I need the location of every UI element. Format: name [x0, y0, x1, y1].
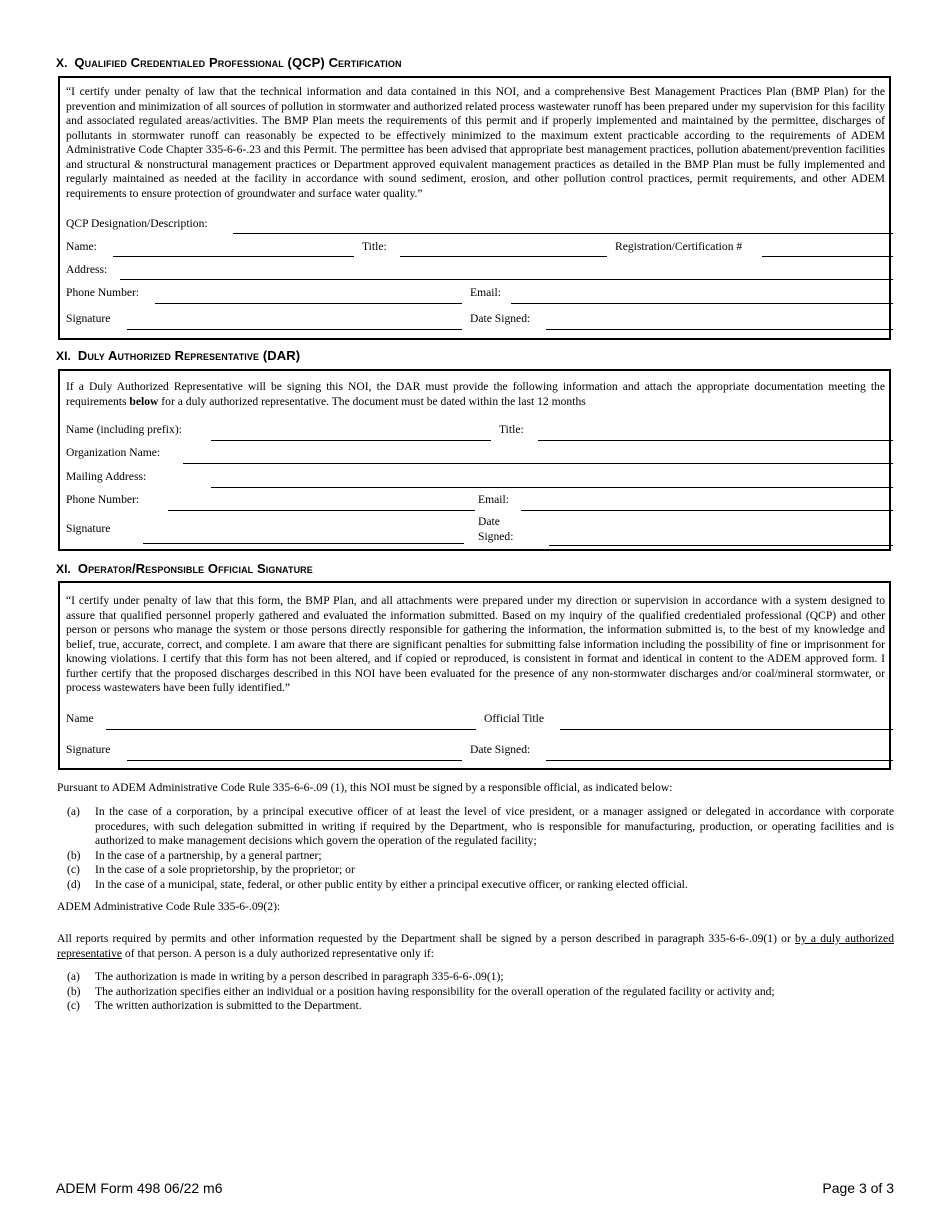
qcp-name-label: Name: [66, 240, 97, 253]
section-dar-number: XI. [56, 349, 71, 363]
section-dar-title: Duly Authorized Representative (DAR) [77, 348, 301, 363]
operator-signature-label: Signature [66, 743, 111, 756]
qcp-signature-label: Signature [66, 312, 111, 325]
dar-title-field[interactable] [538, 440, 893, 441]
dar-name-field[interactable] [211, 440, 491, 441]
reports-text [57, 932, 894, 961]
list-item-text: In the case of a partnership, by a general partner; [95, 848, 322, 862]
dar-box [58, 369, 891, 551]
operator-name-label: Name [66, 712, 94, 725]
qcp-date-signed-field[interactable] [546, 329, 893, 330]
authorization-list [57, 970, 894, 1014]
reports-text-underlined: by a duly authorized representative [57, 932, 894, 960]
list-item [57, 970, 894, 985]
operator-name-field[interactable] [106, 729, 476, 730]
dar-signature-label: Signature [66, 522, 111, 535]
dar-intro-part1: If a Duly Authorized Representative will be signing this NOI, the DAR must provide the following information and attach the appropriate documentation meeting the requirements [66, 380, 885, 408]
qcp-address-field[interactable] [120, 279, 893, 280]
section-operator-title: Operator/Responsible Official Signature [77, 561, 313, 576]
footer-page-number: Page 3 of 3 [822, 1180, 894, 1196]
section-operator-number: XI. [56, 562, 71, 576]
list-item-text: The authorization is made in writing by a person described in paragraph 335-6-6-.09(1); [95, 970, 504, 983]
dar-organization-label: Organization Name: [66, 446, 161, 459]
dar-date-signed-field[interactable] [549, 545, 893, 546]
qcp-designation-label: QCP Designation/Description: [66, 217, 208, 230]
qcp-certification-text: “I certify under penalty of law that the technical information and data contained in this NOI, and a comprehensive Best Management Practices Plan (BMP Plan) for the prevention and minimization of all sources of pollution in stormwater and authorized related process wastewater runoff has been prepared under my supervision for this facility and associated regulated areas/activities. The BMP Plan meets the requirements of this permit and if properly implemented and maintained by the permittee, discharges of pollutants in stormwater runoff can reasonably be expected to be effectively minimized to the maximum extent practicable according to the requirements of ADEM Administrative Code Chapter 335-6-6-.23 and this Permit. The permittee has been advised that appropriate best management practices, pollution abatement/prevention facilities and structural & nonstructural management practices or Department approved equivalent management practices as detailed in the BMP Plan must be fully implemented and regularly maintained as needed at the facility in accordance with sound sediment, erosion, and other pollution control practices, permit requirements, and other ADEM requirements to ensure protection of groundwater and surface water quality.” [66, 85, 885, 200]
list-item [57, 863, 894, 878]
list-item [57, 999, 894, 1014]
pursuant-text: Pursuant to ADEM Administrative Code Rule 335-6-6-.09 (1), this NOI must be signed by a responsible official, as indicated below: [57, 781, 673, 794]
operator-official-title-label: Official Title [484, 712, 545, 725]
dar-title-label: Title: [499, 423, 524, 436]
qcp-name-field[interactable] [113, 256, 354, 257]
list-item [57, 849, 894, 864]
operator-certification-text: “I certify under penalty of law that this form, the BMP Plan, and all attachments were prepared under my direction or supervision in accordance with a system designed to assure that qualified personnel properly gathered and evaluated the information submitted. Based on my inquiry of the qualified credentialed professional (QCP) and other person or persons who manage the system or those persons directly responsible for gathering the information, the information submitted is, to the best of my knowledge and belief, true, accurate, correct, and complete. I am aware that there are significant penalties for submitting false information including the possibility of fine or imprisonment for knowing violations. I certify that this form has not been altered, and if copied or reproduced, is consistent in format and identical in content to the ADEM approved form. I further certify that the proposed discharges described in this NOI have been evaluated for the presence of any non-stormwater discharges and/or coal/mineral stormwater, or process wastewaters have been fully identified.” [66, 594, 885, 694]
section-operator-heading [56, 561, 313, 576]
qcp-registration-field[interactable] [762, 256, 893, 257]
section-x-title: Qualified Credentialed Professional (QCP) Certification [74, 55, 402, 70]
dar-phone-field[interactable] [168, 510, 475, 511]
footer-form-id: ADEM Form 498 06/22 m6 [56, 1180, 223, 1196]
qcp-phone-label: Phone Number: [66, 286, 140, 299]
list-marker: (c) [67, 863, 80, 876]
qcp-phone-field[interactable] [155, 303, 462, 304]
dar-date-label-line2: Signed: [478, 530, 514, 543]
list-item [57, 985, 894, 1000]
section-x-heading [56, 55, 402, 70]
list-item [57, 805, 894, 849]
section-x-number: X. [56, 56, 68, 70]
dar-email-field[interactable] [521, 510, 893, 511]
dar-intro-part2: for a duly authorized representative. The document must be dated within the last 12 months [158, 394, 586, 408]
operator-official-title-field[interactable] [560, 729, 893, 730]
list-item-text: The written authorization is submitted to the Department. [95, 999, 362, 1012]
list-marker: (d) [67, 877, 81, 891]
list-item-text: In the case of a sole proprietorship, by the proprietor; or [95, 863, 355, 876]
rule-heading: ADEM Administrative Code Rule 335-6-.09(2): [57, 900, 281, 913]
qcp-address-label: Address: [66, 263, 108, 276]
section-dar-heading [56, 348, 300, 363]
dar-name-label: Name (including prefix): [66, 423, 182, 436]
operator-signature-field[interactable] [127, 760, 462, 761]
list-item-text: In the case of a corporation, by a principal executive officer of at least the level of vice president, or a manager assigned or delegated in accordance with corporate procedures, with such delegation submitted in writing if required by the Department, who is responsible for manufacturing, production, or operating facilities and is authorized to make management decisions which govern the operation of the regulated facility; [95, 805, 894, 847]
qcp-certification-box [58, 76, 891, 340]
dar-signature-field[interactable] [143, 543, 464, 544]
reports-text-part1: All reports required by permits and other information requested by the Department shall be signed by a person described in paragraph 335-6-6-.09(1) or [57, 932, 796, 945]
list-item-text: The authorization specifies either an individual or a position having responsibility for the overall operation of the regulated facility or activity and; [95, 984, 775, 998]
qcp-title-field[interactable] [400, 256, 607, 257]
qcp-email-label: Email: [470, 286, 501, 299]
list-marker: (c) [67, 999, 80, 1012]
list-item-text: In the case of a municipal, state, federal, or other public entity by either a principal executive officer, or ranking elected official. [95, 877, 688, 891]
operator-date-signed-field[interactable] [546, 760, 893, 761]
qcp-registration-label: Registration/Certification # [615, 240, 743, 253]
list-marker: (b) [67, 984, 81, 998]
qcp-title-label: Title: [362, 240, 387, 253]
responsible-official-list [57, 805, 894, 892]
dar-date-signed-label [478, 514, 513, 544]
dar-date-label-line1: Date [478, 515, 500, 528]
dar-organization-field[interactable] [183, 463, 893, 464]
operator-box [58, 581, 891, 770]
qcp-date-signed-label: Date Signed: [470, 312, 531, 325]
list-marker: (b) [67, 848, 81, 862]
reports-text-part2: of that person. A person is a duly authorized representative only if: [122, 946, 435, 960]
qcp-designation-field[interactable] [233, 233, 893, 234]
qcp-signature-field[interactable] [127, 329, 462, 330]
operator-date-signed-label: Date Signed: [470, 743, 531, 756]
dar-mailing-address-field[interactable] [211, 487, 893, 488]
dar-intro-bold: below [129, 394, 159, 408]
dar-phone-label: Phone Number: [66, 493, 140, 506]
list-marker: (a) [67, 805, 80, 818]
dar-mailing-address-label: Mailing Address: [66, 470, 147, 483]
dar-email-label: Email: [478, 493, 509, 506]
dar-intro-text [66, 380, 885, 409]
list-marker: (a) [67, 970, 80, 983]
qcp-email-field[interactable] [511, 303, 893, 304]
list-item [57, 878, 894, 893]
